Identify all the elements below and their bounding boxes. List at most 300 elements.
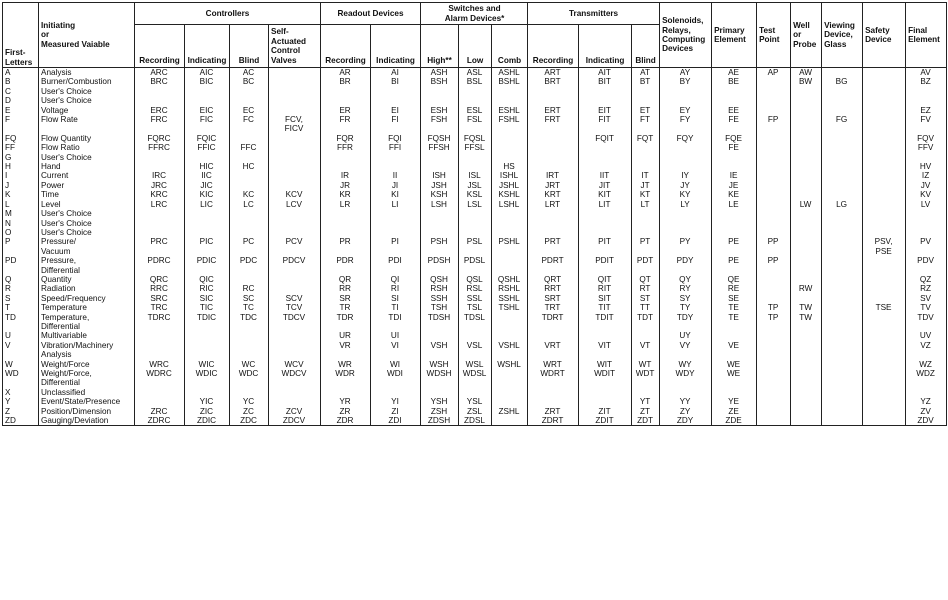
table-row [3,397,947,406]
first-letter-cell: H [3,162,39,171]
code-cell-transmitters-recording: SRT [528,294,579,303]
measured-variable-cell: Level [39,200,135,209]
code-cell-transmitters-blind: KT [632,190,660,199]
code-cell-switches-high: PSH [421,237,459,256]
code-cell-controllers-recording: WRC [135,360,185,369]
code-cell-test-point: AP [757,68,791,78]
code-cell-readout-indicating: BI [371,77,421,86]
code-cell-safety-device [863,200,906,209]
code-cell-switches-low: ZSL [459,407,492,416]
code-cell-controllers-blind: LC [230,200,269,209]
code-cell-transmitters-indicating: IIT [579,171,632,180]
first-letter-cell: P [3,237,39,256]
header-viewing-device: Viewing Device, Glass [822,3,863,68]
code-cell-switches-low: YSL [459,397,492,406]
code-cell-transmitters-blind [632,143,660,152]
code-cell-controllers-indicating [185,341,230,360]
code-cell-switches-comb: PSHL [492,237,528,256]
code-cell-switches-low [459,331,492,340]
code-cell-safety-device [863,106,906,115]
table-row [3,115,947,134]
code-cell-transmitters-blind [632,219,660,228]
code-cell-transmitters-blind [632,209,660,218]
table-row [3,181,947,190]
code-cell-controllers-blind [230,181,269,190]
code-cell-viewing-device [822,416,863,426]
code-cell-solenoids-relays [660,228,712,237]
measured-variable-cell: Temperature, Differential [39,313,135,332]
code-cell-viewing-device [822,190,863,199]
code-cell-final-element [906,96,947,105]
code-cell-viewing-device [822,275,863,284]
code-cell-transmitters-indicating [579,162,632,171]
code-cell-viewing-device [822,294,863,303]
table-row [3,87,947,96]
code-cell-transmitters-recording: ZDRT [528,416,579,426]
code-cell-transmitters-indicating: ZDIT [579,416,632,426]
code-cell-transmitters-indicating [579,228,632,237]
header-group-readout-devices: Readout Devices [321,3,421,25]
header-test-point: Test Point [757,3,791,68]
measured-variable-cell: Analysis [39,68,135,78]
code-cell-readout-indicating: FFI [371,143,421,152]
code-cell-solenoids-relays: SY [660,294,712,303]
code-cell-controllers-blind [230,171,269,180]
code-cell-safety-device [863,96,906,105]
code-cell-well-or-probe [791,153,822,162]
code-cell-primary-element: KE [712,190,757,199]
code-cell-transmitters-indicating [579,153,632,162]
table-row [3,219,947,228]
code-cell-primary-element: SE [712,294,757,303]
code-cell-readout-recording: ZDR [321,416,371,426]
code-cell-controllers-self-actuated: KCV [269,190,321,199]
code-cell-viewing-device [822,331,863,340]
code-cell-well-or-probe [791,228,822,237]
code-cell-primary-element: TE [712,303,757,312]
code-cell-controllers-indicating: TDIC [185,313,230,332]
code-cell-switches-comb [492,87,528,96]
code-cell-switches-high [421,162,459,171]
header-controllers-indicating: Indicating [185,25,230,68]
code-cell-test-point: PP [757,237,791,256]
code-cell-switches-low: TDSL [459,313,492,332]
code-cell-controllers-blind: ZC [230,407,269,416]
code-cell-switches-comb: KSHL [492,190,528,199]
code-cell-primary-element: FE [712,115,757,134]
code-cell-readout-recording [321,388,371,397]
measured-variable-cell: User's Choice [39,219,135,228]
code-cell-final-element: HV [906,162,947,171]
code-cell-switches-high: ISH [421,171,459,180]
code-cell-controllers-indicating: FFIC [185,143,230,152]
table-row [3,237,947,256]
code-cell-readout-indicating: JI [371,181,421,190]
code-cell-switches-high [421,228,459,237]
code-cell-viewing-device [822,134,863,143]
code-cell-readout-recording [321,87,371,96]
code-cell-viewing-device [822,162,863,171]
code-cell-test-point [757,341,791,360]
code-cell-readout-indicating: KI [371,190,421,199]
table-row [3,313,947,332]
code-cell-transmitters-recording: TRT [528,303,579,312]
code-cell-switches-comb: ESHL [492,106,528,115]
first-letter-cell: FF [3,143,39,152]
code-cell-transmitters-indicating: BIT [579,77,632,86]
code-cell-well-or-probe [791,171,822,180]
code-cell-final-element: BZ [906,77,947,86]
code-cell-test-point [757,134,791,143]
code-cell-readout-recording [321,228,371,237]
code-cell-well-or-probe [791,162,822,171]
code-cell-safety-device [863,162,906,171]
code-cell-switches-high [421,153,459,162]
header-readout-indicating: Indicating [371,25,421,68]
code-cell-controllers-indicating [185,388,230,397]
code-cell-controllers-blind [230,228,269,237]
code-cell-controllers-indicating: WIC [185,360,230,369]
code-cell-readout-recording: UR [321,331,371,340]
table-row [3,134,947,143]
code-cell-transmitters-indicating: FQIT [579,134,632,143]
code-cell-switches-comb [492,388,528,397]
code-cell-controllers-recording: FQRC [135,134,185,143]
measured-variable-cell: Radiation [39,284,135,293]
code-cell-controllers-self-actuated [269,341,321,360]
code-cell-transmitters-blind: ET [632,106,660,115]
code-cell-solenoids-relays: QY [660,275,712,284]
code-cell-viewing-device [822,68,863,78]
code-cell-viewing-device [822,106,863,115]
code-cell-controllers-indicating: EIC [185,106,230,115]
code-cell-readout-recording [321,219,371,228]
code-cell-switches-low: LSL [459,200,492,209]
code-cell-controllers-recording [135,388,185,397]
code-cell-switches-comb: QSHL [492,275,528,284]
code-cell-test-point [757,275,791,284]
code-cell-readout-recording: IR [321,171,371,180]
code-cell-solenoids-relays [660,96,712,105]
code-cell-switches-high: ZDSH [421,416,459,426]
code-cell-solenoids-relays: FQY [660,134,712,143]
code-cell-transmitters-recording: QRT [528,275,579,284]
code-cell-transmitters-recording: PDRT [528,256,579,275]
code-cell-readout-recording: FQR [321,134,371,143]
code-cell-well-or-probe: LW [791,200,822,209]
code-cell-readout-recording: BR [321,77,371,86]
code-cell-switches-low [459,219,492,228]
code-cell-primary-element: BE [712,77,757,86]
code-cell-controllers-self-actuated: PDCV [269,256,321,275]
code-cell-controllers-recording: ZDRC [135,416,185,426]
code-cell-controllers-recording [135,87,185,96]
code-cell-controllers-blind [230,388,269,397]
code-cell-well-or-probe [791,143,822,152]
code-cell-transmitters-blind: QT [632,275,660,284]
code-cell-readout-recording: WR [321,360,371,369]
code-cell-primary-element: FQE [712,134,757,143]
header-transmitters-blind: Blind [632,25,660,68]
first-letter-cell: V [3,341,39,360]
code-cell-readout-indicating: LI [371,200,421,209]
code-cell-transmitters-recording: JRT [528,181,579,190]
measured-variable-cell: Hand [39,162,135,171]
code-cell-controllers-recording [135,219,185,228]
code-cell-viewing-device [822,153,863,162]
code-cell-controllers-blind: EC [230,106,269,115]
measured-variable-cell: Burner/Combustion [39,77,135,86]
code-cell-well-or-probe [791,219,822,228]
table-row [3,284,947,293]
code-cell-controllers-recording: QRC [135,275,185,284]
code-cell-controllers-recording: SRC [135,294,185,303]
code-cell-controllers-recording [135,162,185,171]
header-solenoids-relays: Solenoids, Relays, Computing Devices [660,3,712,68]
code-cell-transmitters-indicating: RIT [579,284,632,293]
code-cell-primary-element: IE [712,171,757,180]
measured-variable-cell: Multivariable [39,331,135,340]
code-cell-switches-comb: ASHL [492,68,528,78]
code-cell-controllers-indicating: JIC [185,181,230,190]
first-letter-cell: W [3,360,39,369]
code-cell-safety-device [863,171,906,180]
code-cell-controllers-blind: BC [230,77,269,86]
table-row [3,341,947,360]
code-cell-solenoids-relays [660,153,712,162]
code-cell-final-element: TDV [906,313,947,332]
code-cell-readout-indicating: AI [371,68,421,78]
code-cell-viewing-device [822,256,863,275]
code-cell-transmitters-indicating [579,96,632,105]
code-cell-readout-indicating [371,153,421,162]
code-cell-safety-device [863,341,906,360]
code-cell-controllers-blind: KC [230,190,269,199]
code-cell-final-element [906,153,947,162]
code-cell-controllers-recording [135,153,185,162]
code-cell-switches-low: FFSL [459,143,492,152]
code-cell-viewing-device: FG [822,115,863,134]
code-cell-solenoids-relays [660,219,712,228]
code-cell-switches-low: VSL [459,341,492,360]
code-cell-switches-high: ASH [421,68,459,78]
first-letter-cell: K [3,190,39,199]
code-cell-well-or-probe [791,397,822,406]
code-cell-transmitters-blind: WDT [632,369,660,388]
measured-variable-cell: Event/State/Presence [39,397,135,406]
code-cell-viewing-device [822,96,863,105]
code-cell-safety-device [863,397,906,406]
code-cell-switches-high: RSH [421,284,459,293]
code-cell-transmitters-blind [632,331,660,340]
table-row [3,303,947,312]
code-cell-switches-high: VSH [421,341,459,360]
code-cell-readout-recording: KR [321,190,371,199]
code-cell-safety-device [863,294,906,303]
code-cell-viewing-device: BG [822,77,863,86]
code-cell-safety-device [863,143,906,152]
code-cell-controllers-indicating: RIC [185,284,230,293]
code-cell-controllers-indicating: FIC [185,115,230,134]
first-letter-cell: I [3,171,39,180]
code-cell-transmitters-blind: TT [632,303,660,312]
code-cell-controllers-blind: YC [230,397,269,406]
code-cell-switches-high: TSH [421,303,459,312]
table-row [3,407,947,416]
first-letter-cell: L [3,200,39,209]
code-cell-well-or-probe: TW [791,313,822,332]
code-cell-controllers-blind [230,341,269,360]
code-cell-switches-comb: TSHL [492,303,528,312]
code-cell-transmitters-blind: AT [632,68,660,78]
code-cell-switches-comb: RSHL [492,284,528,293]
code-cell-transmitters-indicating [579,397,632,406]
code-cell-switches-comb: ISHL [492,171,528,180]
code-cell-final-element: QZ [906,275,947,284]
code-cell-transmitters-recording: ERT [528,106,579,115]
code-cell-transmitters-blind: RT [632,284,660,293]
code-cell-switches-comb [492,209,528,218]
measured-variable-cell: Gauging/Deviation [39,416,135,426]
first-letter-cell: ZD [3,416,39,426]
code-cell-test-point [757,331,791,340]
code-cell-controllers-blind: FC [230,115,269,134]
first-letter-cell: Z [3,407,39,416]
code-cell-transmitters-recording: WDRT [528,369,579,388]
code-cell-transmitters-indicating: LIT [579,200,632,209]
code-cell-controllers-indicating: WDIC [185,369,230,388]
measured-variable-cell: Temperature [39,303,135,312]
code-cell-primary-element [712,87,757,96]
code-cell-transmitters-recording [528,397,579,406]
measured-variable-cell: Power [39,181,135,190]
code-cell-readout-indicating [371,96,421,105]
code-cell-final-element: PDV [906,256,947,275]
code-cell-controllers-recording: PDRC [135,256,185,275]
code-cell-switches-low: SSL [459,294,492,303]
code-cell-well-or-probe [791,388,822,397]
code-cell-readout-recording: SR [321,294,371,303]
code-cell-test-point [757,228,791,237]
code-cell-readout-recording: FFR [321,143,371,152]
code-cell-switches-comb [492,219,528,228]
code-cell-controllers-self-actuated [269,143,321,152]
code-cell-readout-indicating [371,87,421,96]
code-cell-transmitters-recording: ZRT [528,407,579,416]
code-cell-final-element [906,87,947,96]
table-row [3,68,947,78]
code-cell-test-point [757,77,791,86]
code-cell-transmitters-blind: PT [632,237,660,256]
code-cell-transmitters-indicating [579,388,632,397]
code-cell-transmitters-indicating: EIT [579,106,632,115]
code-cell-readout-recording: TR [321,303,371,312]
code-cell-safety-device: TSE [863,303,906,312]
code-cell-controllers-self-actuated [269,106,321,115]
table-row [3,331,947,340]
code-cell-transmitters-blind [632,96,660,105]
code-cell-switches-comb [492,143,528,152]
code-cell-transmitters-blind: BT [632,77,660,86]
code-cell-transmitters-recording: PRT [528,237,579,256]
code-cell-controllers-self-actuated: WDCV [269,369,321,388]
code-cell-well-or-probe [791,115,822,134]
code-cell-viewing-device [822,228,863,237]
header-group-controllers: Controllers [135,3,321,25]
code-cell-switches-low: ESL [459,106,492,115]
first-letter-cell: B [3,77,39,86]
code-cell-viewing-device [822,369,863,388]
code-cell-controllers-self-actuated [269,209,321,218]
code-cell-readout-indicating: TDI [371,313,421,332]
code-cell-controllers-self-actuated: PCV [269,237,321,256]
code-cell-controllers-indicating [185,331,230,340]
code-cell-controllers-self-actuated [269,171,321,180]
code-cell-switches-low: FQSL [459,134,492,143]
code-cell-transmitters-blind: TDT [632,313,660,332]
code-cell-controllers-blind: WC [230,360,269,369]
code-cell-final-element: FFV [906,143,947,152]
code-cell-transmitters-blind [632,153,660,162]
code-cell-final-element: SV [906,294,947,303]
first-letter-cell: X [3,388,39,397]
code-cell-readout-indicating: VI [371,341,421,360]
code-cell-solenoids-relays: EY [660,106,712,115]
code-cell-readout-recording: ER [321,106,371,115]
code-cell-readout-indicating: QI [371,275,421,284]
code-cell-safety-device [863,284,906,293]
code-cell-solenoids-relays: IY [660,171,712,180]
code-cell-switches-comb [492,153,528,162]
code-cell-switches-comb: BSHL [492,77,528,86]
code-cell-controllers-recording: TRC [135,303,185,312]
code-cell-transmitters-blind: IT [632,171,660,180]
code-cell-safety-device [863,115,906,134]
code-cell-controllers-blind [230,275,269,284]
code-cell-solenoids-relays [660,143,712,152]
table-row [3,416,947,426]
code-cell-transmitters-blind: ZT [632,407,660,416]
code-cell-readout-recording: FR [321,115,371,134]
code-cell-viewing-device [822,341,863,360]
code-cell-test-point [757,96,791,105]
measured-variable-cell: Time [39,190,135,199]
code-cell-transmitters-blind: ZDT [632,416,660,426]
first-letter-cell: E [3,106,39,115]
code-cell-final-element [906,219,947,228]
code-cell-transmitters-blind: PDT [632,256,660,275]
first-letter-cell: WD [3,369,39,388]
code-cell-test-point: TP [757,313,791,332]
measured-variable-cell: Position/Dimension [39,407,135,416]
code-cell-viewing-device [822,407,863,416]
code-cell-transmitters-blind: YT [632,397,660,406]
code-cell-switches-comb [492,96,528,105]
first-letter-cell: C [3,87,39,96]
code-cell-readout-indicating [371,228,421,237]
table-row [3,153,947,162]
code-cell-switches-low: PDSL [459,256,492,275]
table-row [3,209,947,218]
code-cell-transmitters-recording: TDRT [528,313,579,332]
code-cell-primary-element [712,219,757,228]
first-letter-cell: Y [3,397,39,406]
header-primary-element: Primary Element [712,3,757,68]
code-cell-controllers-self-actuated [269,181,321,190]
code-cell-solenoids-relays: TDY [660,313,712,332]
code-cell-viewing-device [822,87,863,96]
header-readout-recording: Recording [321,25,371,68]
